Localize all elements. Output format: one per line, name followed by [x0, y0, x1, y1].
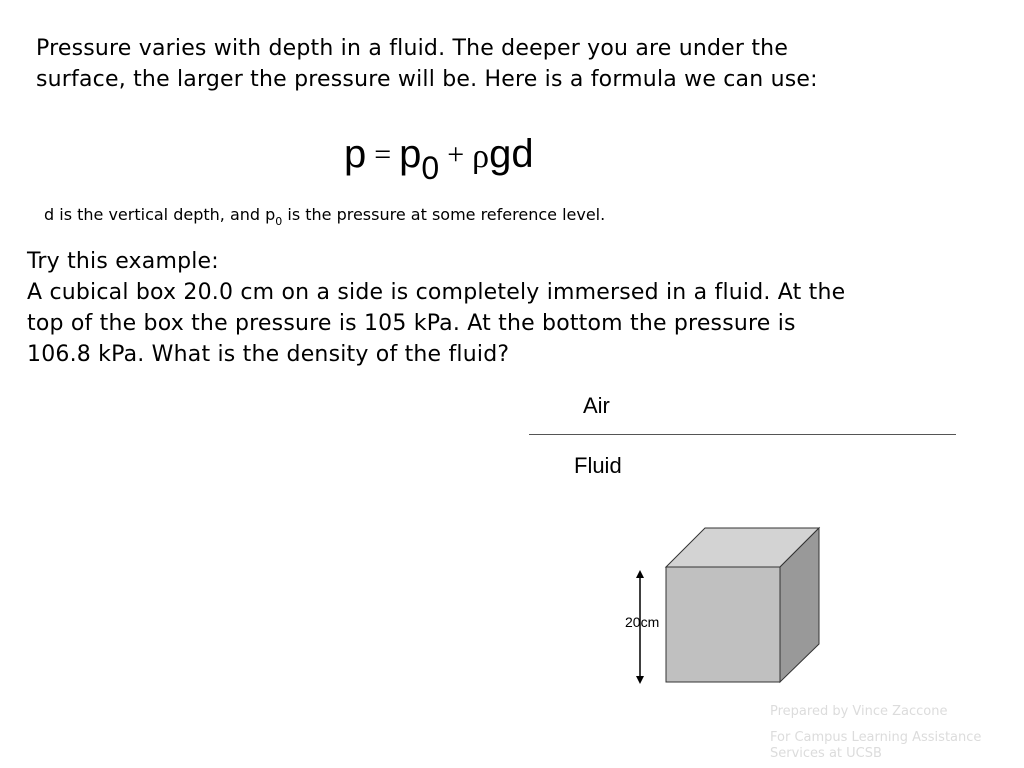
- example-problem: [27, 246, 997, 370]
- example-line-1: A cubical box 20.0 cm on a side is completely immersed in a fluid. At the: [27, 280, 846, 305]
- dimension-label: 20cm: [625, 614, 660, 630]
- intro-line-1: Pressure varies with depth in a fluid. The deeper you are under the: [36, 36, 789, 61]
- fluid-surface-line: [529, 434, 956, 435]
- formula-equals: =: [374, 138, 392, 171]
- formula-p: p: [344, 132, 367, 176]
- credits-org-line-1: For Campus Learning Assistance: [770, 730, 982, 745]
- note-part-2: is the pressure at some reference level.: [282, 205, 606, 224]
- variable-note: [44, 204, 605, 228]
- cube-front-face: [666, 567, 780, 682]
- intro-paragraph: [36, 33, 996, 95]
- air-label: Air: [583, 393, 610, 418]
- credits-org-line-2: Services at UCSB: [770, 746, 882, 761]
- formula-plus: +: [447, 138, 465, 171]
- formula-p0-subscript: 0: [421, 150, 440, 186]
- example-line-2: top of the box the pressure is 105 kPa. At the bottom the pressure is: [27, 311, 796, 336]
- example-heading: Try this example:: [27, 249, 219, 274]
- note-part-1: d is the vertical depth, and p: [44, 205, 276, 224]
- formula-rho: ρ: [472, 138, 490, 175]
- formula-p0-base: p: [399, 132, 422, 176]
- pressure-formula: [344, 130, 534, 186]
- formula-gd: gd: [489, 132, 534, 176]
- note-subscript: 0: [275, 215, 283, 228]
- credits: [770, 704, 981, 762]
- credits-author: Prepared by Vince Zaccone: [770, 704, 948, 719]
- fluid-label: Fluid: [574, 453, 622, 478]
- intro-line-2: surface, the larger the pressure will be. Here is a formula we can use:: [36, 67, 818, 92]
- example-line-3: 106.8 kPa. What is the density of the fluid?: [27, 342, 510, 367]
- cube-diagram: [600, 520, 840, 695]
